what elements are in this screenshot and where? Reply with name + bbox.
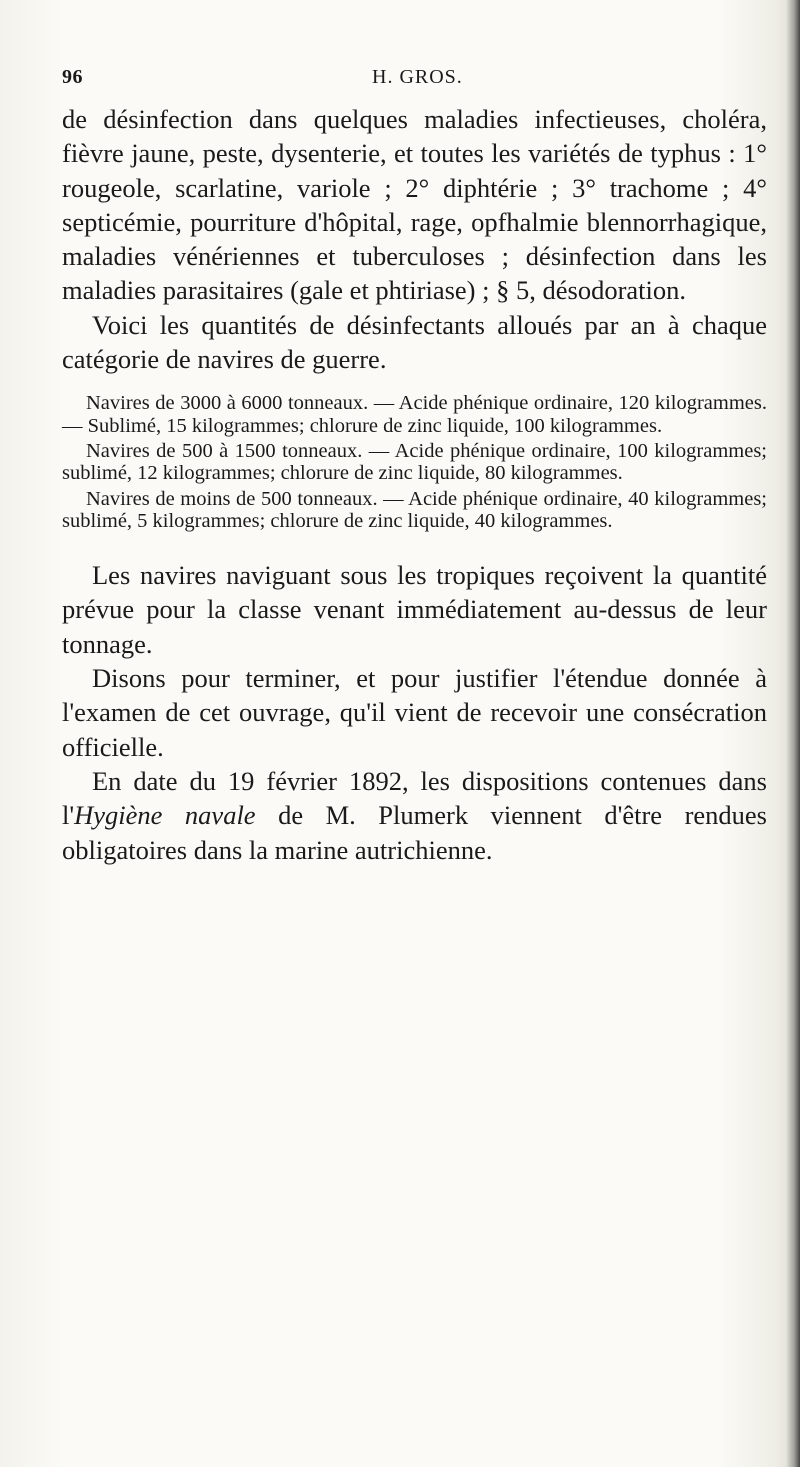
paragraph-quantities-intro: Voici les quantités de désinfectants alloués par an à chaque catégorie de navires de guerre. (62, 309, 767, 375)
running-head: H. GROS. (372, 66, 463, 88)
page-body (62, 102, 767, 867)
paragraph-official-decree (62, 764, 767, 867)
allocation-under-500: Navires de moins de 500 tonneaux. — Acide phénique ordinaire, 40 kilogrammes; sublimé, 5 kilogrammes; chlorure de zinc liquide, 40 kilogrammes. (62, 487, 767, 532)
decree-text-start: En date du 19 février 1892, les dispositions contenues dans l' (62, 765, 767, 831)
book-title: Hygiène navale (74, 800, 256, 831)
paragraph-conclusion: Disons pour terminer, et pour justifier l'étendue donnée à l'examen de cet ouvrage, qu'il vient de recevoir une consécration officielle. (62, 663, 767, 762)
paragraph-tropics: Les navires naviguant sous les tropiques reçoivent la quantité prévue pour la classe venant immédiatement au-dessus de leur tonnage. (62, 560, 767, 659)
decree-text-end: de M. Plumerk viennent d'être rendues obligatoires dans la marine autrichienne. (62, 800, 767, 865)
allocation-500-1500: Navires de 500 à 1500 tonneaux. — Acide phénique ordinaire, 100 kilogrammes; sublimé, 12 kilogrammes; chlorure de zinc liquide, 80 kilogrammes. (62, 439, 767, 485)
binding-edge-shadow (786, 0, 800, 1467)
ship-allocations (62, 392, 767, 532)
page-number: 96 (62, 66, 83, 88)
page-header (62, 66, 702, 96)
allocation-3000-6000: Navires de 3000 à 6000 tonneaux. — Acide phénique ordinaire, 120 kilogrammes. — Sublimé, 15 kilogrammes; chlorure de zinc liquide, 100 kilogrammes. (62, 392, 767, 437)
paragraph-disinfection-list: de désinfection dans quelques maladies infectieuses, choléra, fièvre jaune, peste, dysenterie, et toutes les variétés de typhus : 1° rougeole, scarlatine, variole ; 2° diphtérie ; 3° trachome ; 4° septicémie, pourriture d'hôpital, rage, opfhalmie blennorrhagique, maladies vénériennes et tuberculoses ; désinfection dans les maladies parasitaires (gale et phtiriase) ; § 5, désodoration. (62, 104, 767, 306)
